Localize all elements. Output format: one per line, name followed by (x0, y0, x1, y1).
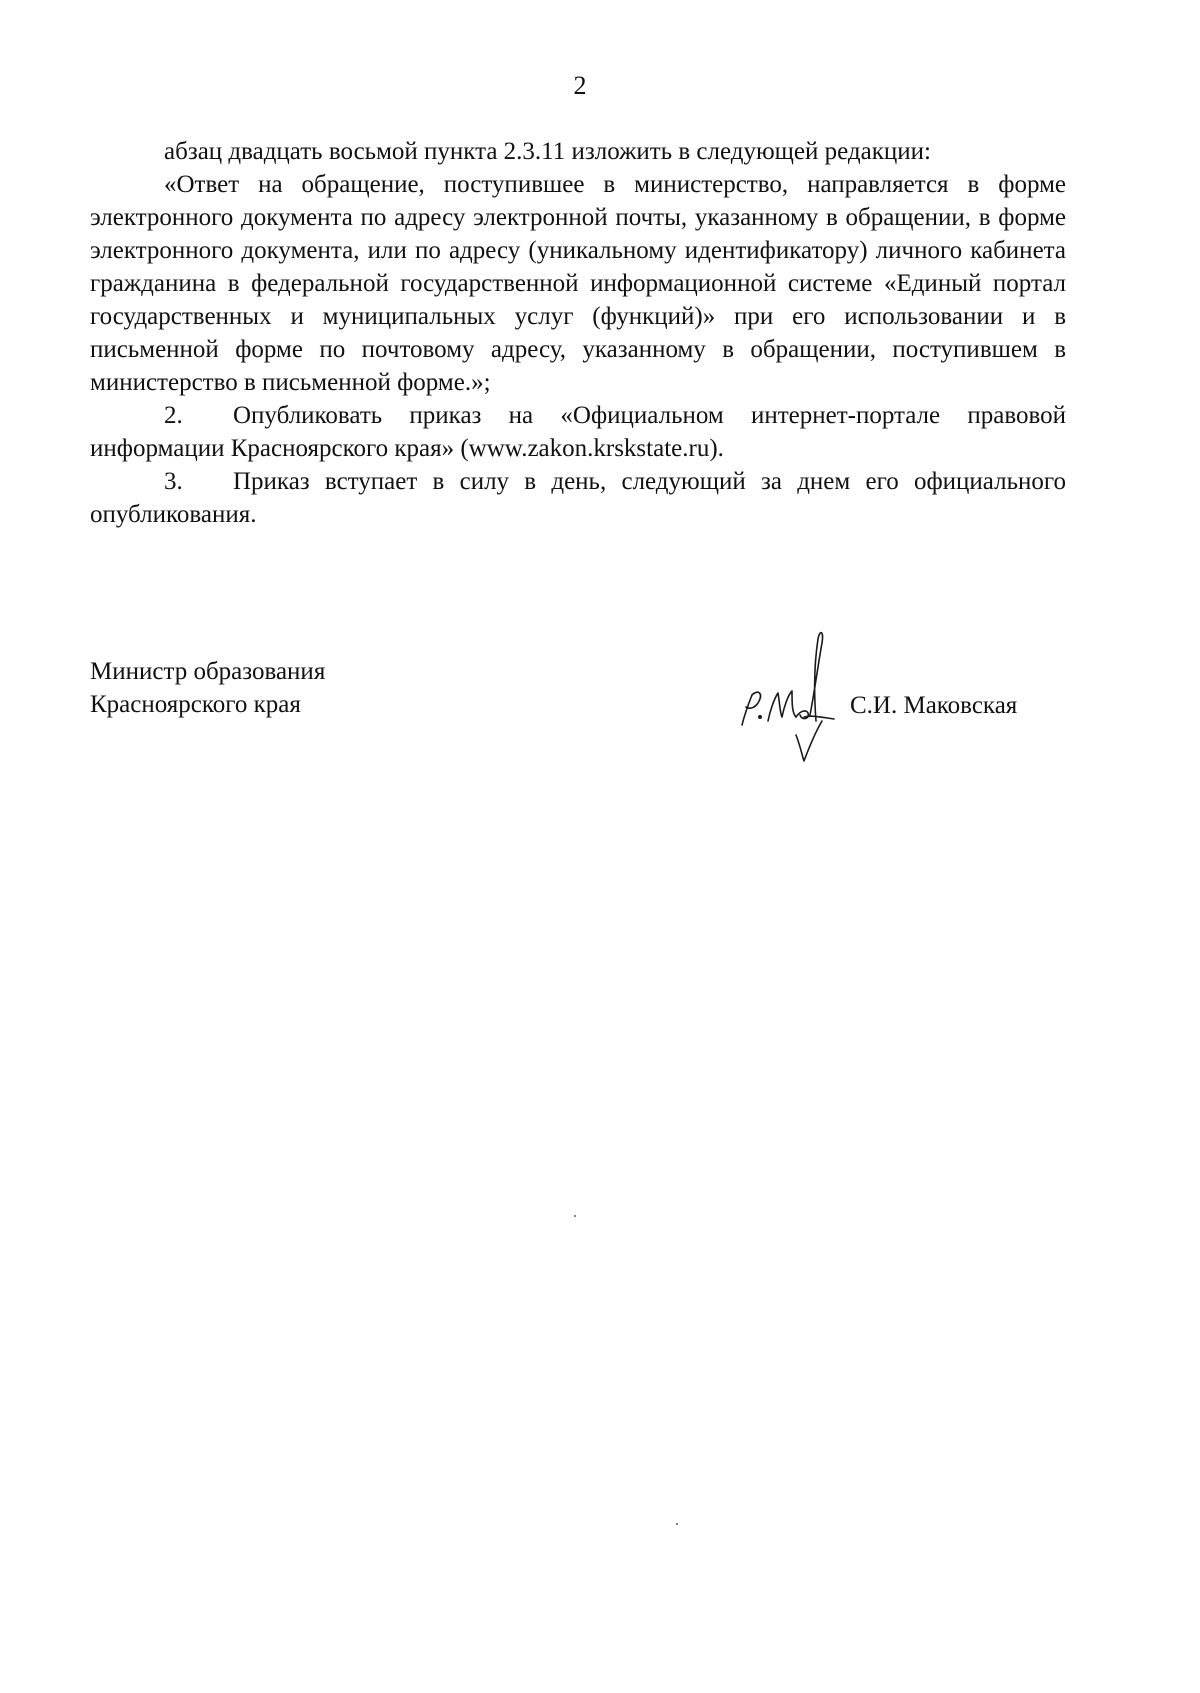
document-body (90, 135, 1066, 531)
handwritten-signature (738, 625, 848, 765)
item-number: 3. (164, 468, 183, 495)
signer-position-line1: Министр образования (90, 658, 326, 685)
item-text: Опубликовать приказ на «Официальном интернет-портале правовой информации Красноярского края» (www.zakon.krskstate.ru). (90, 402, 1066, 462)
signer-position (90, 655, 510, 721)
signer-position-line2: Красноярского края (90, 691, 301, 718)
paragraph-amendment-text: «Ответ на обращение, поступившее в министерство, направляется в форме электронного документа по адресу электронной почты, указанному в обращении, в форме электронного документа, или по адресу (уникальному идентификатору) личного кабинета гражданина в федеральной государственной информационной системе «Единый портал государственных и муниципальных услуг (функций)» при его использовании и в письменной форме по почтовому адресу, указанному в обращении, поступившем в министерство в письменной форме.»; (90, 171, 1066, 396)
numbered-item-publish (90, 399, 1066, 465)
item-text: Приказ вступает в силу в день, следующий за днем его официального опубликования. (90, 468, 1066, 528)
paragraph-amendment-intro: абзац двадцать восьмой пункта 2.3.11 изложить в следующей редакции: (164, 138, 931, 165)
scan-speck (676, 1523, 678, 1525)
scan-speck (574, 1215, 576, 1217)
signature-block (90, 655, 1066, 765)
signer-name: С.И. Маковская (850, 692, 1018, 719)
item-number: 2. (164, 402, 183, 429)
numbered-item-effective (90, 465, 1066, 531)
page-number: 2 (573, 71, 587, 100)
